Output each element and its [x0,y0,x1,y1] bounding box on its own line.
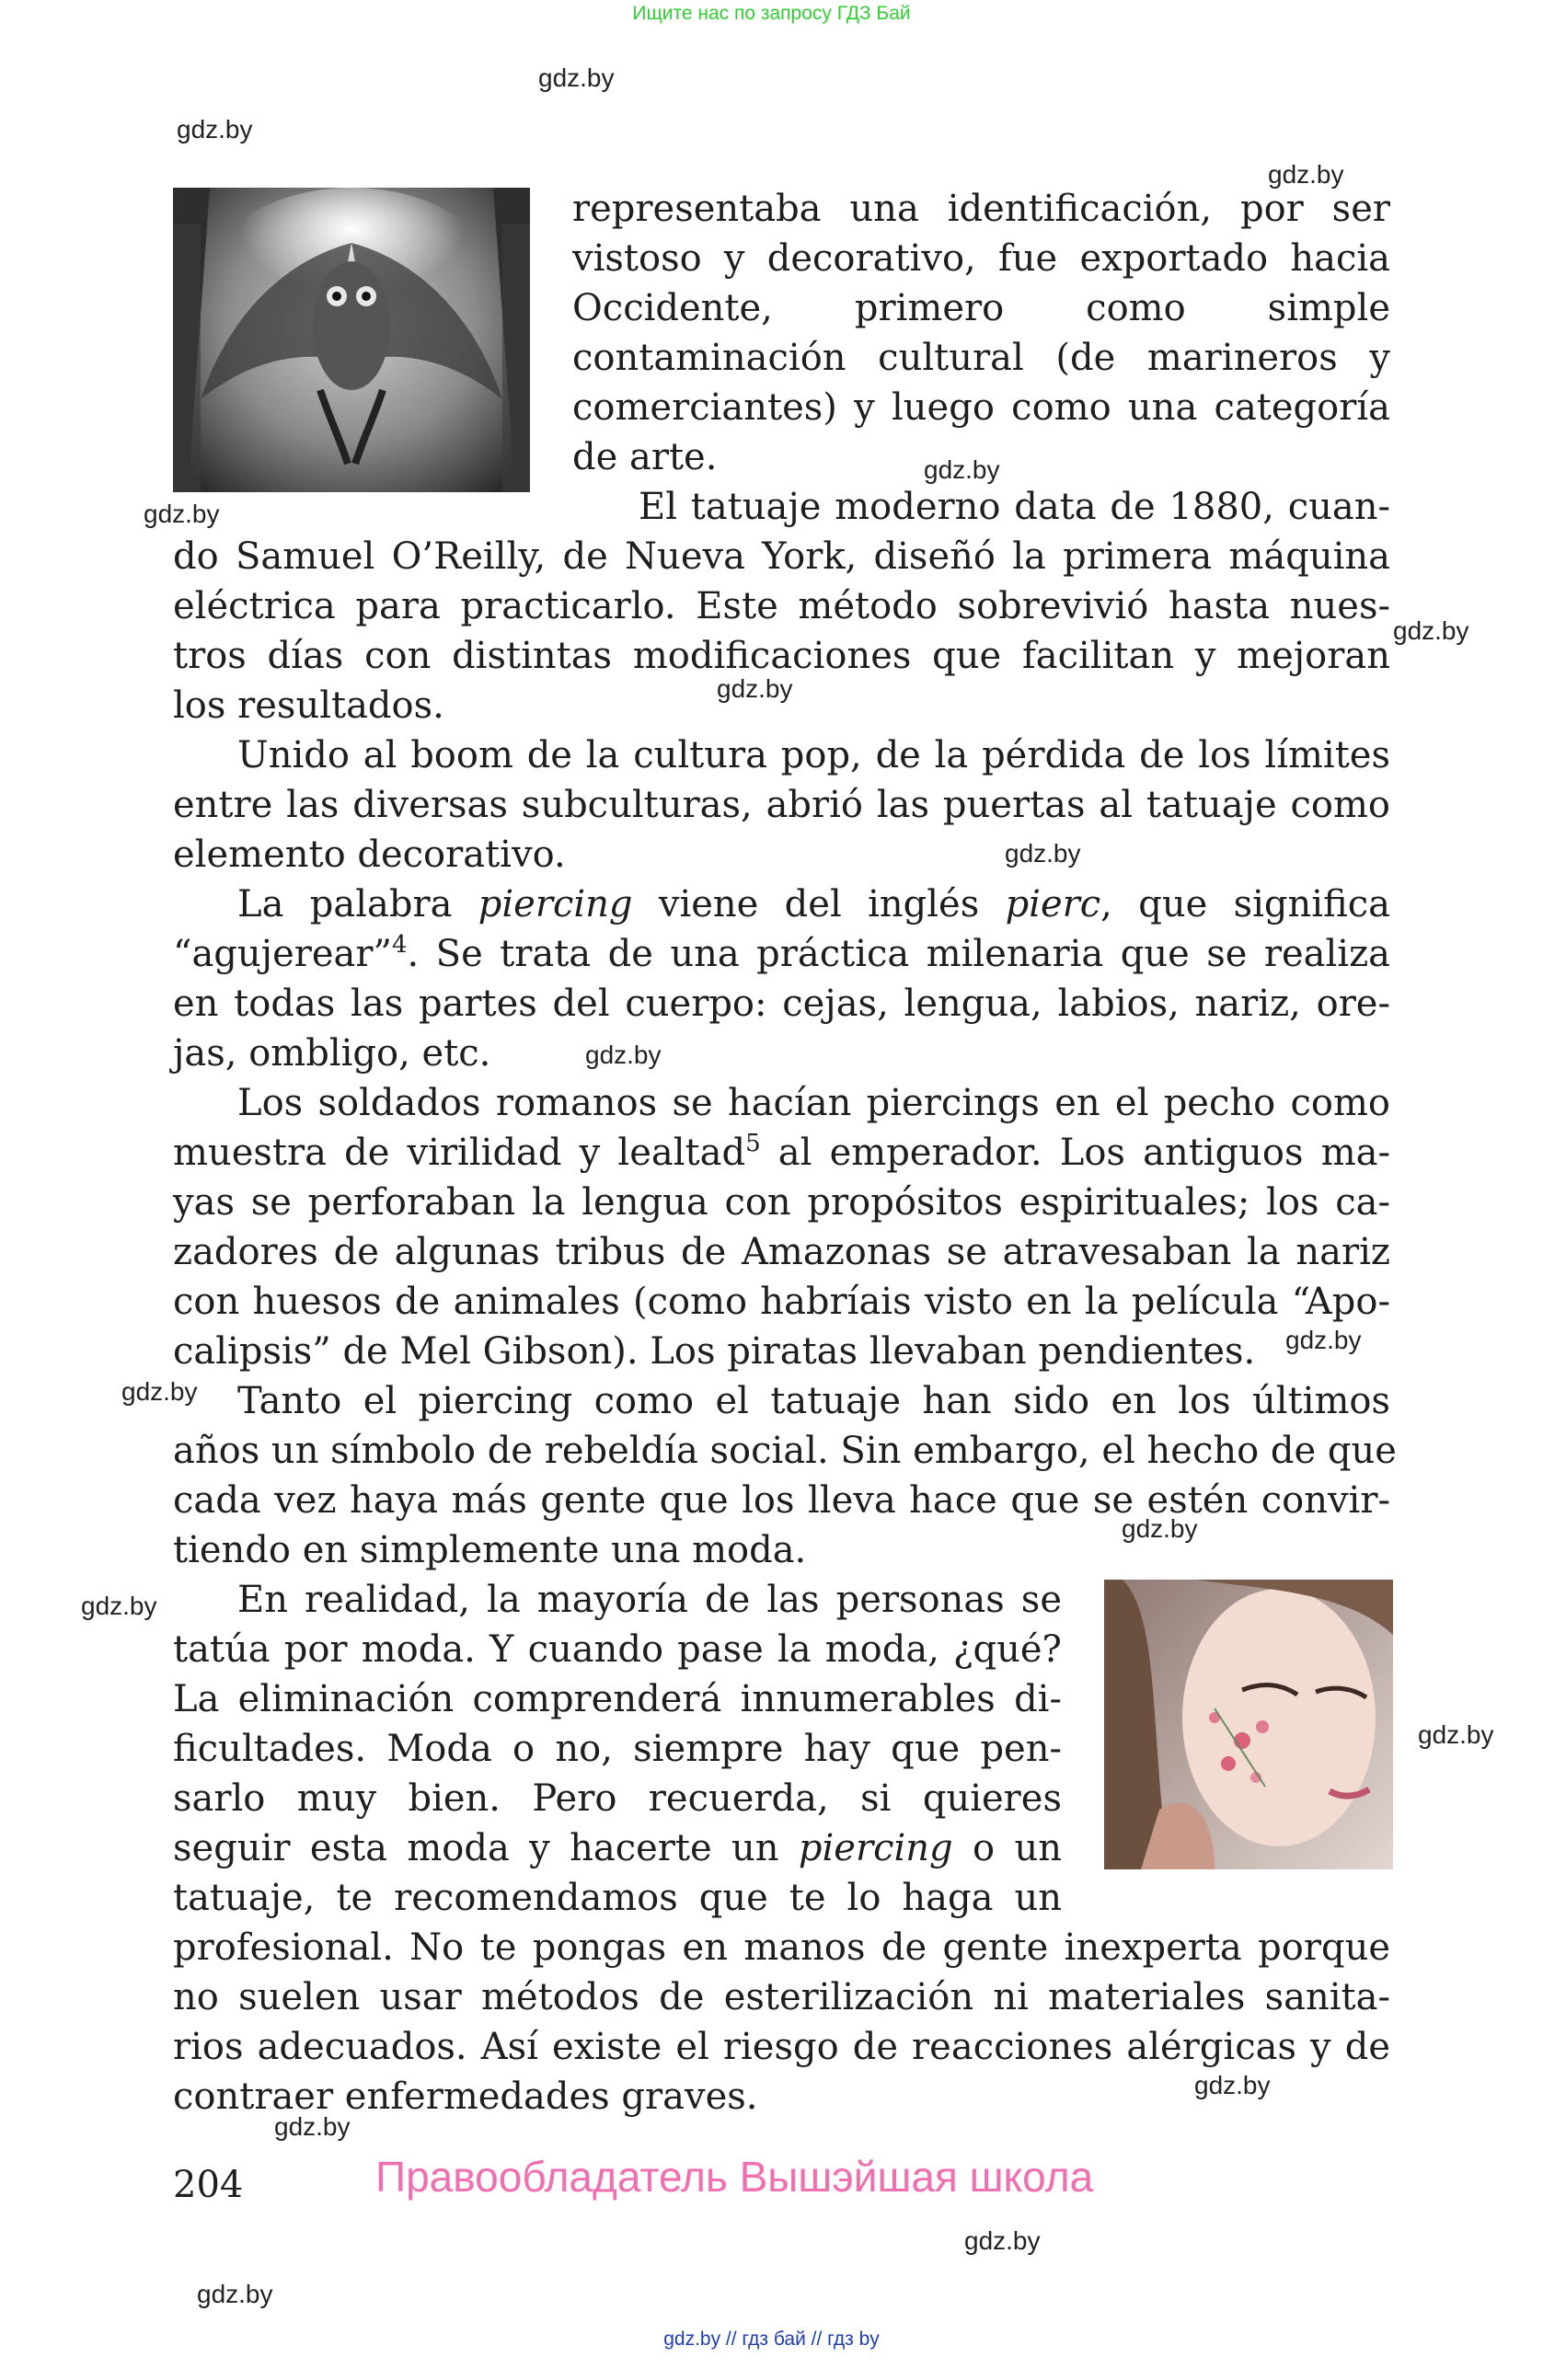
text-line: “agujerear”$^4$. Se trata de una práctica milenaria que se realiza [173,931,1390,975]
text-line: representaba una identificación, por ser [572,188,1390,230]
watermark: gdz.by [81,1592,157,1620]
watermark: gdz.by [197,2280,273,2308]
text-line: La eliminación comprenderá innumerables di- [173,1678,1062,1720]
text-line: Occidente, primero como simple [572,287,1390,329]
text-line: calipsis” de Mel Gibson). Los piratas llevaban pendientes. [173,1330,1256,1373]
copyright-owner: Правообладатель Вышэйшая школа [375,2153,1094,2201]
watermark: gdz.by [1005,839,1081,868]
search-hint-banner: Ищите нас по запросу ГДЗ Бай [632,3,911,24]
text-line: contraer enfermedades graves. [173,2075,758,2118]
text-line: los resultados. [173,684,444,727]
text-line: ficultades. Moda o no, siempre hay que pen- [173,1728,1062,1770]
watermark: gdz.by [538,63,615,92]
text-line: eléctrica para practicarlo. Este método sobrevivió hasta nues- [173,585,1390,627]
footer-links[interactable]: gdz.by // гдз бай // гдз by [663,2328,880,2350]
watermark: gdz.by [177,115,253,144]
text-line: jas, ombligo, etc. [173,1032,491,1075]
watermark: gdz.by [964,2226,1041,2255]
text-line: con huesos de animales (como habríais visto en la película “Apo- [173,1281,1390,1323]
text-line: Los soldados romanos se hacían piercings en el pecho como [237,1082,1390,1124]
text-line: tiendo en simplemente una moda. [173,1529,807,1571]
watermark: gdz.by [1122,1514,1198,1543]
text-line: contaminación cultural (de marineros y [572,337,1390,379]
text-line: do Samuel O’Reilly, de Nueva York, diseñó la primera máquina [173,535,1390,578]
watermark: gdz.by [144,500,220,528]
text-line: yas se perforaban la lengua con propósitos espirituales; los ca- [173,1181,1390,1224]
watermark: gdz.by [274,2112,351,2141]
text-line: seguir esta moda y hacerte un piercing o un [173,1827,1062,1869]
watermark: gdz.by [1418,1720,1494,1749]
text-line: tros días con distintas modificaciones que facilitan y mejoran [173,635,1390,677]
page-number: 204 [173,2164,244,2206]
text-line: sarlo muy bien. Pero recuerda, si quieres [173,1777,1062,1820]
text-line: comerciantes) y luego como una categoría [572,386,1390,429]
text-line: En realidad, la mayoría de las personas se [237,1579,1062,1621]
text-line: La palabra piercing viene del inglés pierc, que significa [237,883,1391,926]
watermark: gdz.by [1194,2071,1271,2099]
footnote-ref: 4 [391,931,408,959]
text-line: profesional. No te pongas en manos de gente inexperta porque [173,1926,1390,1969]
text-line: rios adecuados. Así existe el riesgo de reacciones alérgicas y de [173,2026,1390,2068]
text-line: zadores de algunas tribus de Amazonas se atravesaban la nariz [173,1231,1390,1273]
text-line: vistoso y decorativo, fue exportado hacia [572,237,1390,280]
text-line: cada vez haya más gente que los lleva hace que se estén convir- [173,1479,1390,1522]
text-line: tatuaje, te recomendamos que te lo haga un [173,1877,1062,1919]
text-line: de arte. [572,436,718,478]
face-tattoo-photo [1104,1580,1393,1869]
watermark: gdz.by [717,674,793,703]
watermark: gdz.by [1268,160,1344,189]
text-line: entre las diversas subculturas, abrió las puertas al tatuaje como [173,784,1390,826]
text-line: Tanto el piercing como el tatuaje han sido en los últimos [237,1380,1390,1422]
text-line: Unido al boom de la cultura pop, de la pérdida de los límites [237,734,1390,776]
watermark: gdz.by [1393,616,1469,645]
text-line: muestra de virilidad y lealtad$^5$ al emperador. Los antiguos ma- [173,1130,1391,1174]
text-line: no suelen usar métodos de esterilización ni materiales sanita- [173,1976,1390,2018]
footnote-ref: 5 [745,1130,761,1157]
text-line: El tatuaje moderno data de 1880, cuan- [639,486,1390,528]
text-line: años un símbolo de rebeldía social. Sin embargo, el hecho de que [173,1430,1397,1472]
watermark: gdz.by [1285,1326,1362,1354]
text-line: tatúa por moda. Y cuando pase la moda, ¿qué? [173,1628,1062,1671]
watermark: gdz.by [121,1377,198,1406]
text-line: elemento decorativo. [173,834,566,876]
text-line: en todas las partes del cuerpo: cejas, lengua, labios, nariz, ore- [173,983,1390,1025]
watermark: gdz.by [585,1041,662,1069]
back-tattoo-photo [173,188,530,492]
watermark: gdz.by [924,455,1000,484]
